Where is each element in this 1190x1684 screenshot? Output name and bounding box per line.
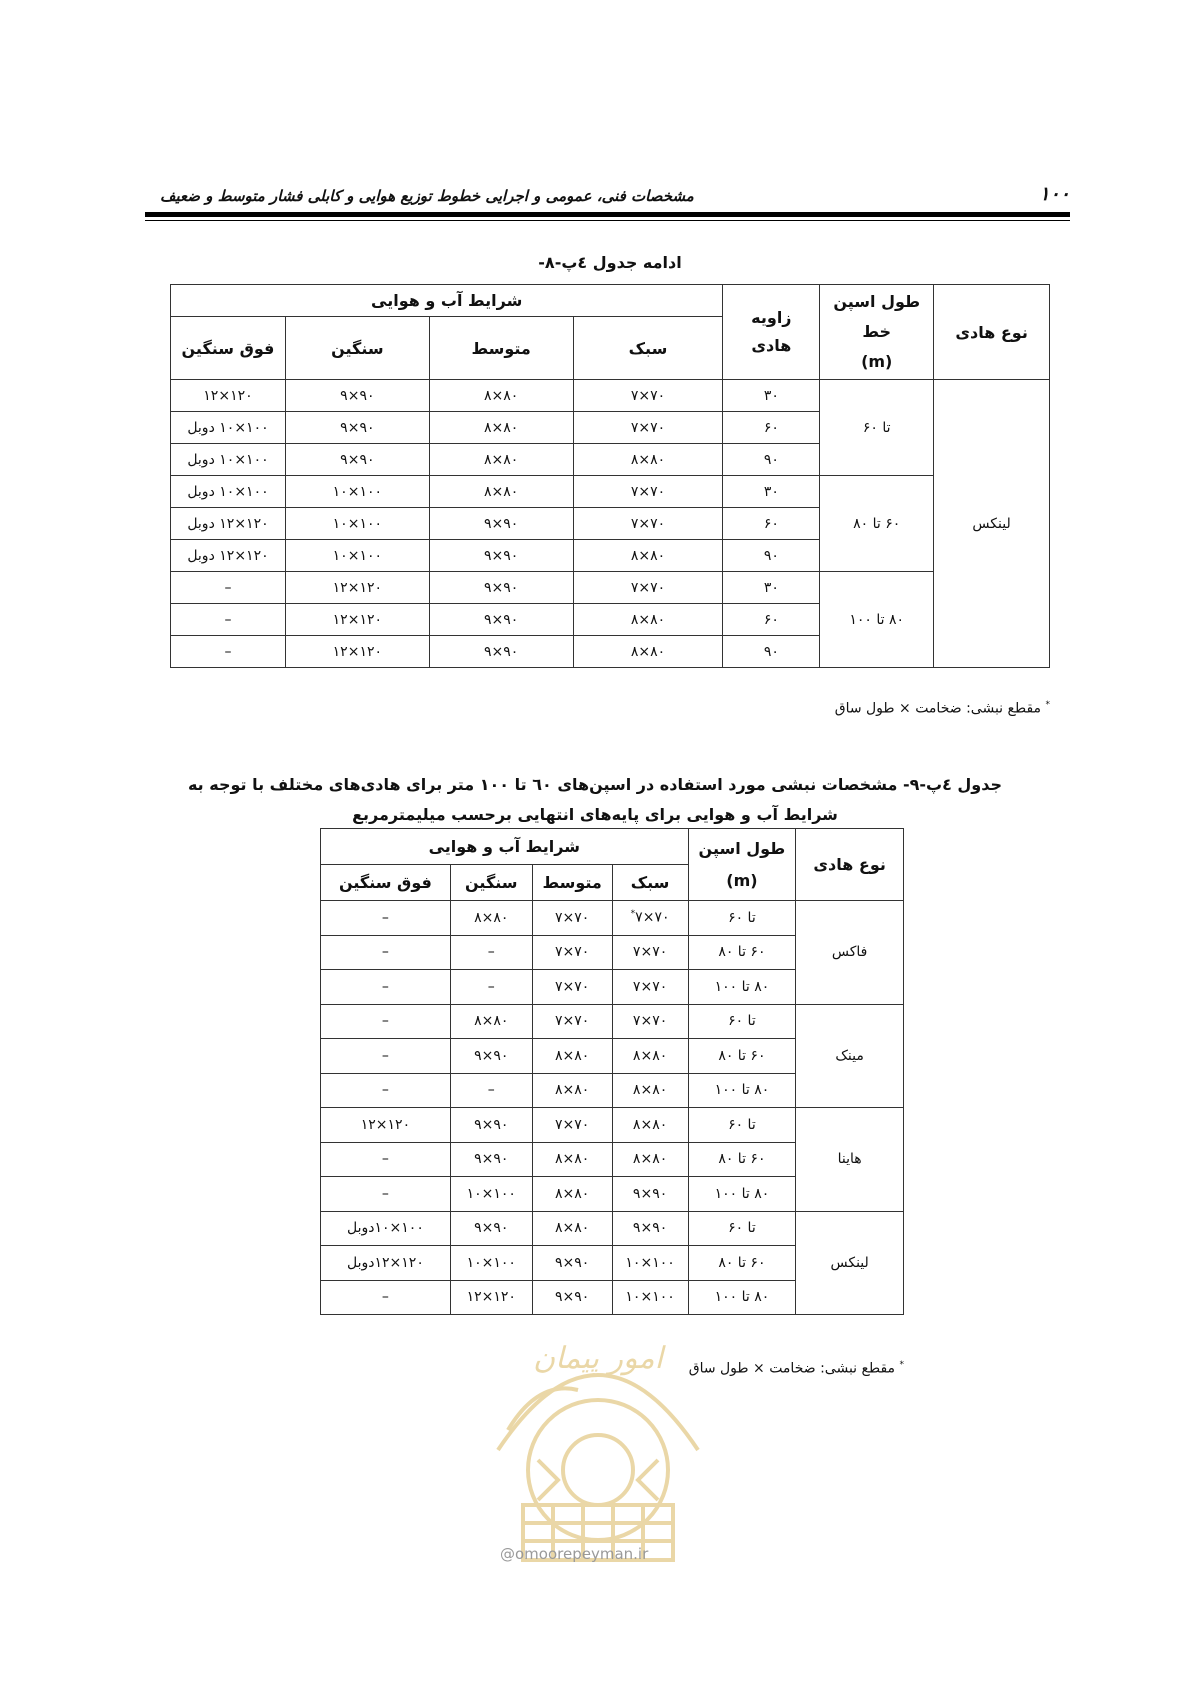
- t2-cell-medium: ۸۰×۸: [532, 1073, 612, 1108]
- t1-header-angle: زاویه هادی: [723, 285, 820, 380]
- table1-footnote: * مقطع نبشی: ضخامت × طول ساق: [834, 700, 1050, 717]
- t1-header-conductor-type: نوع هادی: [934, 285, 1050, 380]
- t2-cell-span: ۸۰ تا ۱۰۰: [688, 1280, 796, 1315]
- header-rule-thick: [145, 212, 1070, 217]
- t2-cell-heavy: ۹۰×۹: [450, 1108, 532, 1143]
- t1-cell-angle: ۳۰: [723, 380, 820, 412]
- t2-cell-heavy: ۱۰۰×۱۰: [450, 1177, 532, 1212]
- t1-cell-medium: ۹۰×۹: [429, 572, 573, 604]
- t1-header-heavy: سنگین: [285, 317, 429, 380]
- t1-cell-extra-heavy: ۱۲۰×۱۲ دوبل: [171, 540, 286, 572]
- t2-header-conditions: شرایط آب و هوایی: [321, 829, 689, 865]
- t1-cell-extra-heavy: ۱۰۰×۱۰ دوبل: [171, 476, 286, 508]
- t2-cell-conductor: هاینا: [796, 1108, 904, 1212]
- t2-cell-extra-heavy: –: [321, 1280, 451, 1315]
- t1-cell-angle: ۹۰: [723, 636, 820, 668]
- t2-cell-medium: ۷۰×۷: [532, 1004, 612, 1039]
- t1-cell-medium: ۹۰×۹: [429, 604, 573, 636]
- t2-cell-conductor: فاکس: [796, 901, 904, 1005]
- t2-cell-extra-heavy: ۱۲۰×۱۲دوبل: [321, 1246, 451, 1281]
- watermark-url: @omoorepeyman.ir: [500, 1545, 649, 1563]
- t2-cell-extra-heavy: –: [321, 1039, 451, 1074]
- t2-cell-light: ۷۰×۷: [612, 970, 688, 1005]
- table1: [170, 284, 1050, 668]
- t2-cell-medium: ۷۰×۷: [532, 935, 612, 970]
- t1-cell-heavy: ۱۲۰×۱۲: [285, 604, 429, 636]
- table2-body: [321, 901, 904, 1315]
- t1-cell-light: ۸۰×۸: [573, 444, 723, 476]
- watermark-script: امور پیمان: [533, 1341, 663, 1376]
- running-header: [145, 183, 1070, 213]
- table-row: [171, 476, 1050, 508]
- t1-cell-span: تا ۶۰: [820, 380, 934, 476]
- t1-header-light: سبک: [573, 317, 723, 380]
- t1-cell-extra-heavy: ۱۰۰×۱۰ دوبل: [171, 412, 286, 444]
- t2-cell-light: ۱۰۰×۱۰: [612, 1280, 688, 1315]
- t2-cell-span: تا ۶۰: [688, 1108, 796, 1143]
- table1-body: [171, 380, 1050, 668]
- t1-cell-angle: ۹۰: [723, 540, 820, 572]
- t2-cell-extra-heavy: –: [321, 1177, 451, 1212]
- t2-cell-medium: ۷۰×۷: [532, 901, 612, 936]
- t2-cell-light: ۸۰×۸: [612, 1142, 688, 1177]
- t2-header-heavy: سنگین: [450, 865, 532, 901]
- t2-cell-medium: ۹۰×۹: [532, 1280, 612, 1315]
- t2-cell-span: ۶۰ تا ۸۰: [688, 935, 796, 970]
- t1-cell-medium: ۸۰×۸: [429, 412, 573, 444]
- t1-cell-medium: ۹۰×۹: [429, 540, 573, 572]
- t1-cell-span: ۸۰ تا ۱۰۰: [820, 572, 934, 668]
- t1-header-span-length: طول اسپن خط (m): [820, 285, 934, 380]
- t2-cell-medium: ۸۰×۸: [532, 1142, 612, 1177]
- table-row: [321, 1211, 904, 1246]
- t1-cell-angle: ۳۰: [723, 572, 820, 604]
- t1-cell-light: ۷۰×۷: [573, 508, 723, 540]
- t2-header-light: سبک: [612, 865, 688, 901]
- t2-cell-extra-heavy: –: [321, 1004, 451, 1039]
- t1-header-medium: متوسط: [429, 317, 573, 380]
- t2-cell-extra-heavy: ۱۰۰×۱۰دوبل: [321, 1211, 451, 1246]
- t2-cell-span: ۸۰ تا ۱۰۰: [688, 970, 796, 1005]
- table-row: [321, 901, 904, 936]
- t2-header-span-length: طول اسپن (m): [688, 829, 796, 901]
- t1-cell-light: ۷۰×۷: [573, 412, 723, 444]
- t1-cell-heavy: ۱۰۰×۱۰: [285, 508, 429, 540]
- t2-cell-heavy: ۹۰×۹: [450, 1211, 532, 1246]
- t2-cell-extra-heavy: –: [321, 1073, 451, 1108]
- table2-caption: جدول ٤پ-۹- مشخصات نبشی مورد استفاده در اسپن‌های ٦۰ تا ۱۰۰ متر برای هادی‌های مختلف با توجه به شرایط آب و هوایی برای پایه‌های انتهایی برحسب میلیمترمربع: [187, 775, 1003, 824]
- table1-caption: ادامه جدول ٤پ-۸-: [538, 253, 682, 272]
- t1-cell-conductor: لینکس: [934, 380, 1050, 668]
- table2-footnote: * مقطع نبشی: ضخامت × طول ساق: [688, 1360, 904, 1377]
- t2-cell-medium: ۸۰×۸: [532, 1211, 612, 1246]
- t1-cell-extra-heavy: –: [171, 636, 286, 668]
- table2: [320, 828, 904, 1315]
- t2-cell-heavy: –: [450, 935, 532, 970]
- footnote-mark: *: [630, 909, 636, 920]
- t2-cell-heavy: ۱۲۰×۱۲: [450, 1280, 532, 1315]
- t1-header-conditions: شرایط آب و هوایی: [171, 285, 723, 317]
- t1-cell-medium: ۹۰×۹: [429, 636, 573, 668]
- t2-cell-light: ۸۰×۸: [612, 1108, 688, 1143]
- t2-header-extra-heavy: فوق سنگین: [321, 865, 451, 901]
- running-title: مشخصات فنی، عمومی و اجرایی خطوط توزیع هوایی و کابلی فشار متوسط و ضعیف: [160, 187, 694, 205]
- table-row: [171, 572, 1050, 604]
- t1-cell-extra-heavy: ۱۰۰×۱۰ دوبل: [171, 444, 286, 476]
- t2-cell-medium: ۹۰×۹: [532, 1246, 612, 1281]
- t2-cell-light: ۷۰×۷*: [612, 901, 688, 936]
- t1-cell-heavy: ۱۲۰×۱۲: [285, 572, 429, 604]
- t1-cell-heavy: ۱۰۰×۱۰: [285, 540, 429, 572]
- t1-cell-heavy: ۹۰×۹: [285, 412, 429, 444]
- t1-cell-light: ۸۰×۸: [573, 636, 723, 668]
- t2-cell-conductor: لینکس: [796, 1211, 904, 1315]
- t2-cell-light: ۸۰×۸: [612, 1073, 688, 1108]
- t2-cell-span: تا ۶۰: [688, 1004, 796, 1039]
- t1-header-extra-heavy: فوق سنگین: [171, 317, 286, 380]
- t2-cell-medium: ۸۰×۸: [532, 1039, 612, 1074]
- t2-cell-light: ۱۰۰×۱۰: [612, 1246, 688, 1281]
- t2-cell-conductor: مینک: [796, 1004, 904, 1108]
- t2-cell-heavy: –: [450, 970, 532, 1005]
- page-number: ۱۰۰: [1039, 183, 1070, 205]
- table-row: [321, 1004, 904, 1039]
- t1-cell-heavy: ۹۰×۹: [285, 380, 429, 412]
- header-rule-thin: [145, 220, 1070, 221]
- t2-cell-heavy: ۸۰×۸: [450, 901, 532, 936]
- t1-cell-extra-heavy: ۱۲۰×۱۲ دوبل: [171, 508, 286, 540]
- t2-cell-heavy: ۱۰۰×۱۰: [450, 1246, 532, 1281]
- t2-cell-medium: ۸۰×۸: [532, 1177, 612, 1212]
- t1-cell-medium: ۸۰×۸: [429, 444, 573, 476]
- t1-cell-heavy: ۱۰۰×۱۰: [285, 476, 429, 508]
- t2-cell-span: ۶۰ تا ۸۰: [688, 1246, 796, 1281]
- t1-cell-light: ۸۰×۸: [573, 604, 723, 636]
- t1-cell-extra-heavy: ۱۲۰×۱۲: [171, 380, 286, 412]
- t2-cell-extra-heavy: ۱۲۰×۱۲: [321, 1108, 451, 1143]
- table-row: [171, 380, 1050, 412]
- t1-cell-medium: ۹۰×۹: [429, 508, 573, 540]
- t1-cell-light: ۷۰×۷: [573, 572, 723, 604]
- t1-cell-light: ۸۰×۸: [573, 540, 723, 572]
- t1-cell-medium: ۸۰×۸: [429, 380, 573, 412]
- t1-cell-medium: ۸۰×۸: [429, 476, 573, 508]
- t1-cell-extra-heavy: –: [171, 572, 286, 604]
- t1-cell-angle: ۳۰: [723, 476, 820, 508]
- t1-cell-span: ۶۰ تا ۸۰: [820, 476, 934, 572]
- t2-cell-light: ۷۰×۷: [612, 935, 688, 970]
- t1-cell-extra-heavy: –: [171, 604, 286, 636]
- t2-cell-extra-heavy: –: [321, 970, 451, 1005]
- t1-cell-angle: ۹۰: [723, 444, 820, 476]
- t1-cell-heavy: ۱۲۰×۱۲: [285, 636, 429, 668]
- t2-cell-light: ۹۰×۹: [612, 1177, 688, 1212]
- t2-cell-span: تا ۶۰: [688, 1211, 796, 1246]
- t2-cell-span: ۸۰ تا ۱۰۰: [688, 1177, 796, 1212]
- t2-cell-light: ۷۰×۷: [612, 1004, 688, 1039]
- t2-cell-heavy: ۹۰×۹: [450, 1039, 532, 1074]
- t1-cell-heavy: ۹۰×۹: [285, 444, 429, 476]
- t2-header-medium: متوسط: [532, 865, 612, 901]
- t2-cell-extra-heavy: –: [321, 1142, 451, 1177]
- t1-cell-light: ۷۰×۷: [573, 476, 723, 508]
- t2-cell-heavy: ۹۰×۹: [450, 1142, 532, 1177]
- t2-cell-medium: ۷۰×۷: [532, 1108, 612, 1143]
- t1-cell-angle: ۶۰: [723, 604, 820, 636]
- t1-cell-light: ۷۰×۷: [573, 380, 723, 412]
- t2-cell-light: ۸۰×۸: [612, 1039, 688, 1074]
- table-row: [321, 1108, 904, 1143]
- t2-cell-extra-heavy: –: [321, 935, 451, 970]
- t2-cell-light: ۹۰×۹: [612, 1211, 688, 1246]
- watermark-logo: [478, 1310, 718, 1580]
- t2-cell-medium: ۷۰×۷: [532, 970, 612, 1005]
- t2-header-conductor-type: نوع هادی: [796, 829, 904, 901]
- t1-cell-angle: ۶۰: [723, 508, 820, 540]
- t2-cell-span: تا ۶۰: [688, 901, 796, 936]
- t2-cell-extra-heavy: –: [321, 901, 451, 936]
- t2-cell-span: ۸۰ تا ۱۰۰: [688, 1073, 796, 1108]
- t2-cell-heavy: ۸۰×۸: [450, 1004, 532, 1039]
- t2-cell-span: ۶۰ تا ۸۰: [688, 1039, 796, 1074]
- t1-cell-angle: ۶۰: [723, 412, 820, 444]
- t2-cell-heavy: –: [450, 1073, 532, 1108]
- t2-cell-span: ۶۰ تا ۸۰: [688, 1142, 796, 1177]
